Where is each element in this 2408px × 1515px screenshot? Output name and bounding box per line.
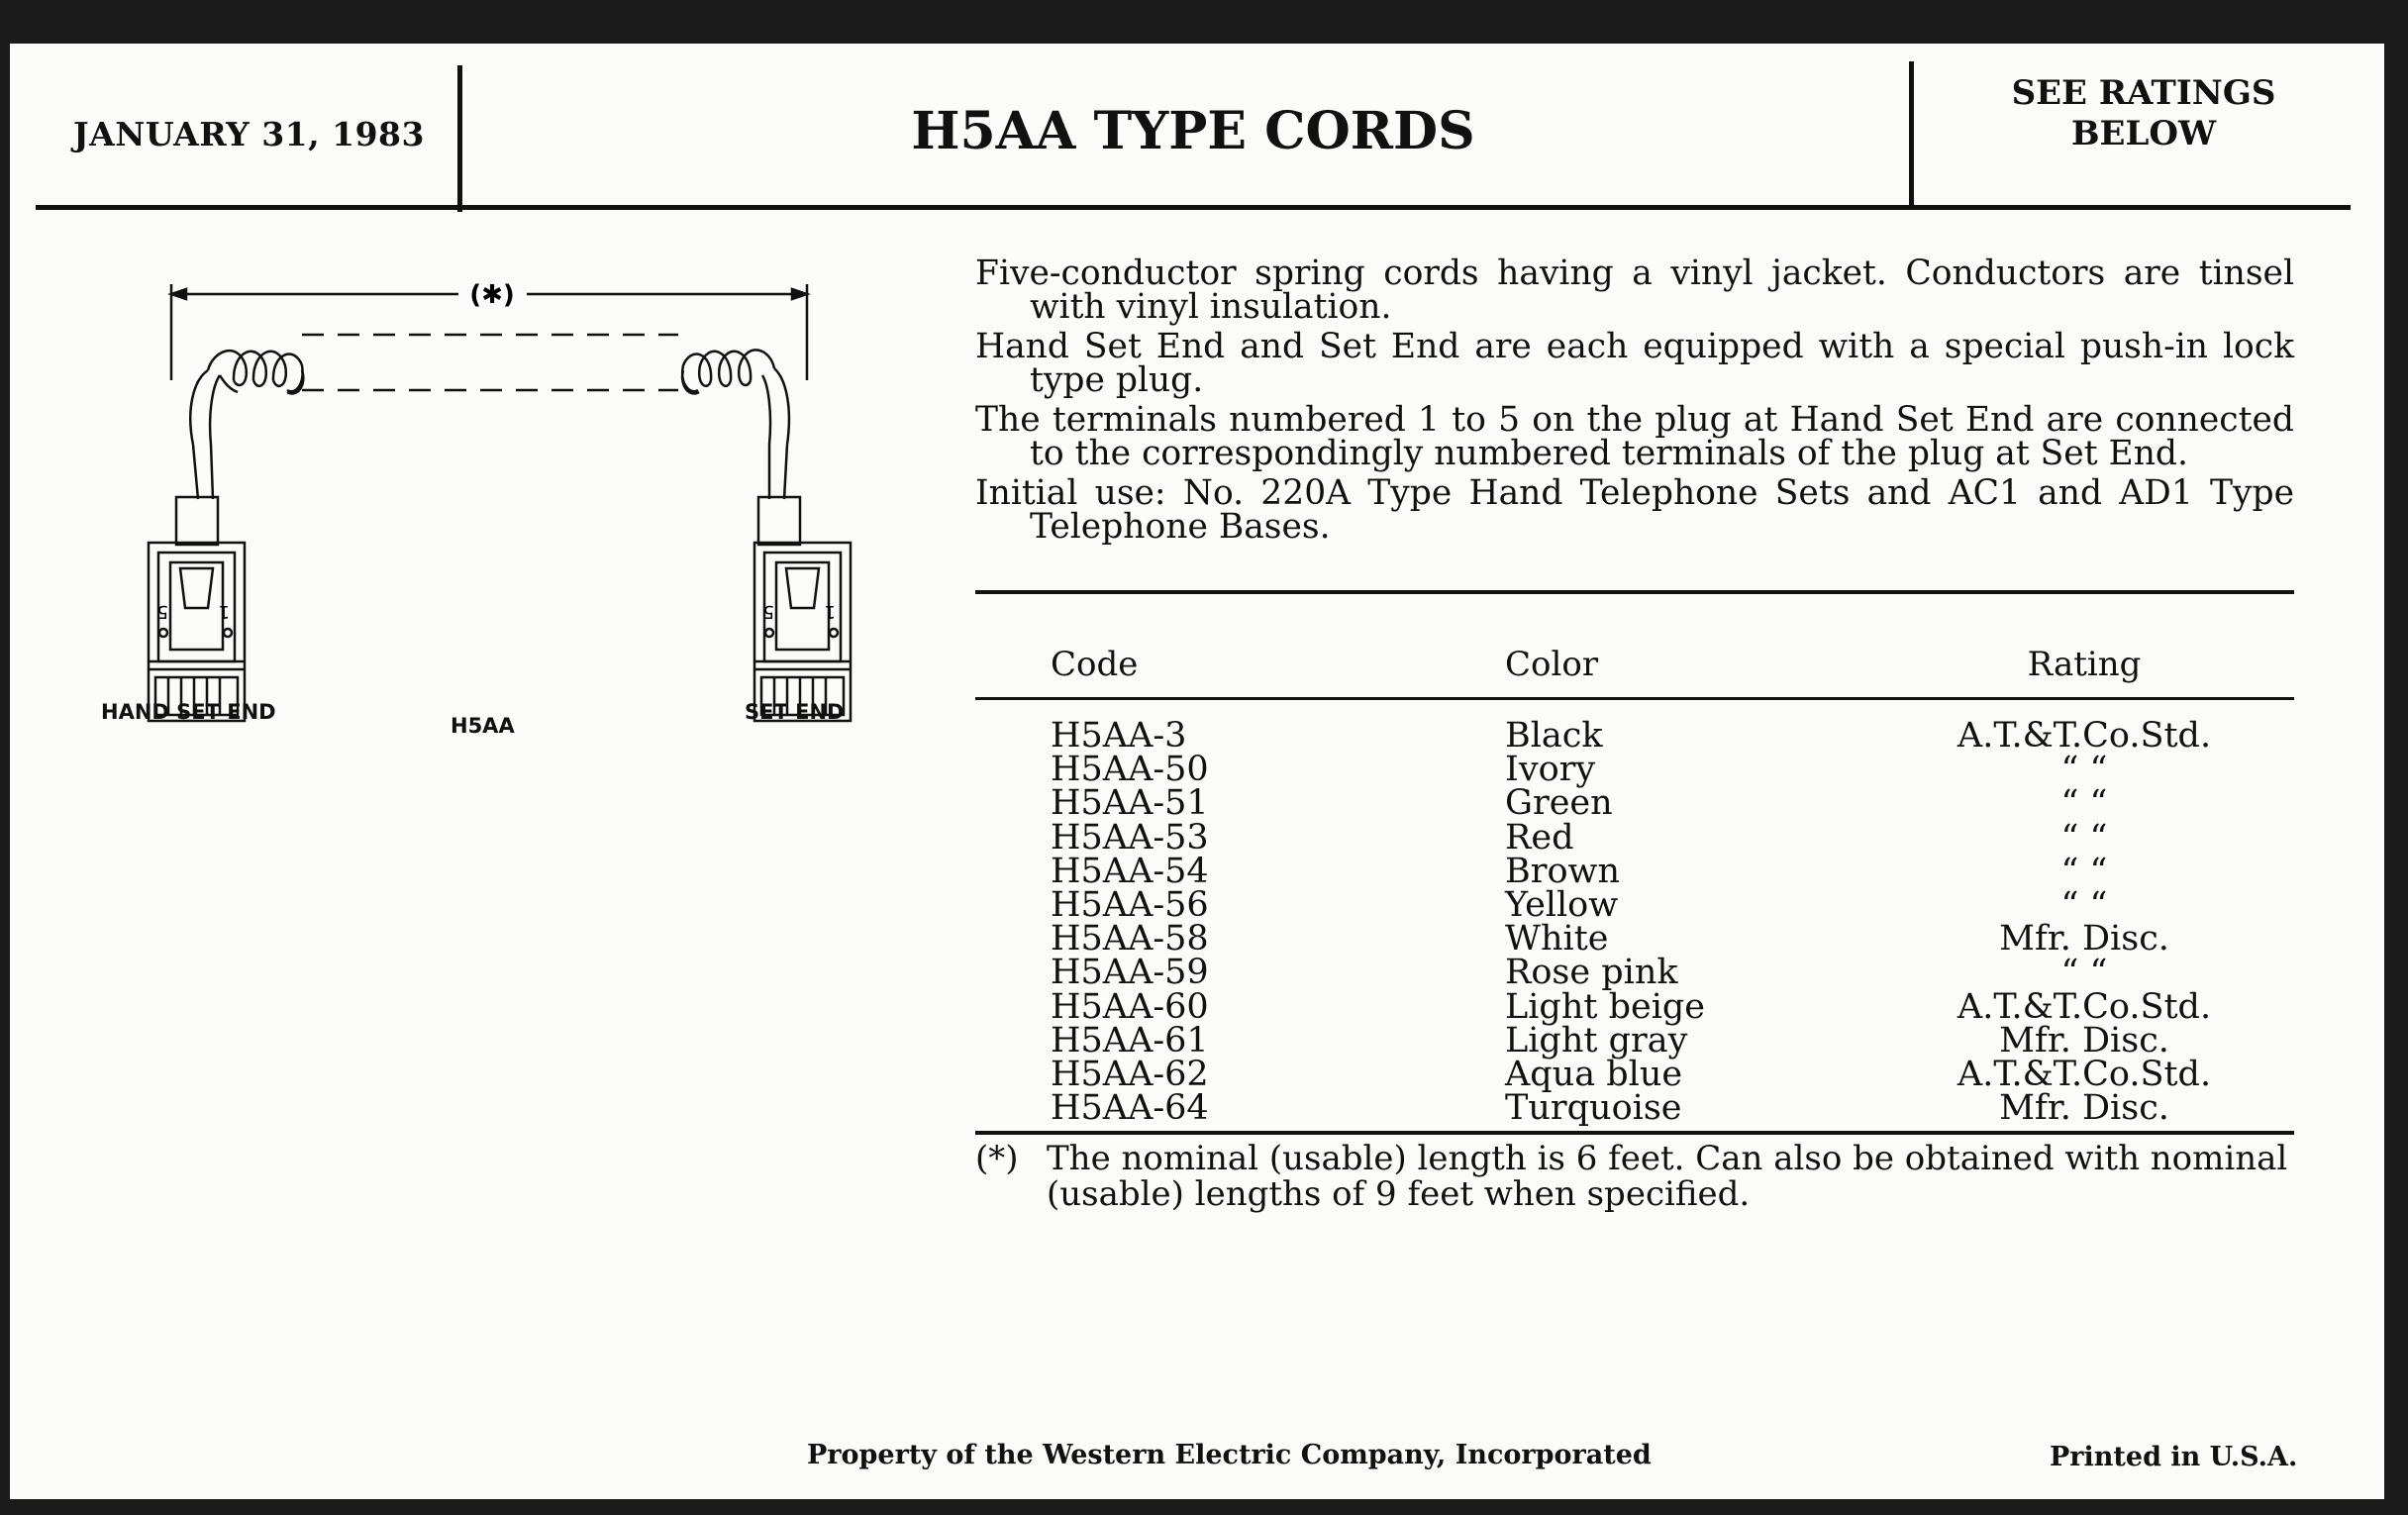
cell-rating: A.T.&T.Co.Std. bbox=[1956, 986, 2212, 1027]
cord-table bbox=[975, 590, 2294, 1145]
description-paragraph: Initial use: No. 220A Type Hand Telephone Sets and AC1 and AD1 Type Telephone Bases. bbox=[975, 473, 2294, 547]
cell-rating: “ “ bbox=[2060, 953, 2108, 993]
table-row bbox=[975, 986, 2294, 1027]
property-notice: Property of the Western Electric Company, Incorporated bbox=[807, 1440, 1652, 1470]
cell-color: Turquoise bbox=[1505, 1088, 1682, 1129]
table-row bbox=[975, 783, 2294, 824]
footnote-text: The nominal (usable) length is 6 feet. Can also be obtained with nominal (usable) lengths of 9 feet when specified. bbox=[1047, 1139, 2288, 1214]
table-row bbox=[975, 885, 2294, 925]
cell-code: H5AA-3 bbox=[1051, 716, 1187, 756]
cell-code: H5AA-60 bbox=[1051, 986, 1209, 1027]
cord-dashed-lines bbox=[302, 335, 678, 390]
cell-rating: Mfr. Disc. bbox=[1999, 1020, 2169, 1060]
column-header-code: Code bbox=[1051, 645, 1139, 684]
cord-type-label: H5AA bbox=[451, 714, 515, 738]
column-header-color: Color bbox=[1505, 645, 1599, 684]
cell-code: H5AA-54 bbox=[1051, 851, 1209, 891]
table-row bbox=[975, 919, 2294, 960]
description bbox=[975, 253, 2294, 551]
catalog-card bbox=[10, 44, 2384, 1499]
cell-rating: “ “ bbox=[2060, 783, 2108, 824]
left-plug-terminal-5: 5 bbox=[156, 601, 168, 622]
left-coil bbox=[190, 351, 303, 499]
table-row bbox=[975, 817, 2294, 858]
right-plug-terminal-1: 1 bbox=[824, 601, 836, 622]
cell-rating: Mfr. Disc. bbox=[1999, 919, 2169, 960]
page-title: H5AA TYPE CORDS bbox=[911, 101, 1475, 161]
footnote-marker: (*) bbox=[975, 1139, 1019, 1178]
cell-rating: “ “ bbox=[2060, 750, 2108, 790]
table-row bbox=[975, 1055, 2294, 1094]
right-plug-terminal-5: 5 bbox=[762, 601, 774, 622]
footnote bbox=[975, 1141, 2294, 1212]
ratings-note bbox=[1936, 73, 2352, 154]
cell-code: H5AA-62 bbox=[1051, 1055, 1209, 1094]
cell-color: Rose pink bbox=[1505, 953, 1678, 993]
cell-color: Red bbox=[1505, 817, 1574, 858]
ratings-note-line2: BELOW bbox=[2070, 114, 2217, 153]
right-coil bbox=[682, 350, 789, 499]
cell-rating: A.T.&T.Co.Std. bbox=[1956, 1055, 2212, 1094]
table-row bbox=[975, 953, 2294, 993]
cell-code: H5AA-51 bbox=[1051, 783, 1209, 824]
issue-date: JANUARY 31, 1983 bbox=[73, 115, 425, 153]
printed-in: Printed in U.S.A. bbox=[2050, 1442, 2298, 1472]
cell-code: H5AA-50 bbox=[1051, 750, 1209, 790]
cell-color: Green bbox=[1505, 783, 1613, 824]
table-row bbox=[975, 1088, 2294, 1129]
left-plug-terminal-1: 1 bbox=[218, 601, 230, 622]
cell-code: H5AA-58 bbox=[1051, 919, 1209, 960]
cell-rating: “ “ bbox=[2060, 885, 2108, 925]
table-bottom-rule bbox=[975, 1131, 2294, 1135]
cell-rating: “ “ bbox=[2060, 817, 2108, 858]
cell-code: H5AA-59 bbox=[1051, 953, 1209, 993]
cell-rating: A.T.&T.Co.Std. bbox=[1956, 716, 2212, 756]
cell-color: Yellow bbox=[1505, 885, 1619, 925]
cell-rating: “ “ bbox=[2060, 851, 2108, 891]
cell-rating: Mfr. Disc. bbox=[1999, 1088, 2169, 1129]
cell-color: Brown bbox=[1505, 851, 1621, 891]
ratings-note-line1: SEE RATINGS bbox=[2011, 73, 2276, 113]
hand-set-end-label: HAND SET END bbox=[101, 700, 276, 724]
length-marker: (✱) bbox=[469, 280, 515, 310]
table-row bbox=[975, 750, 2294, 790]
table-row bbox=[975, 1020, 2294, 1060]
cell-code: H5AA-53 bbox=[1051, 817, 1209, 858]
cell-color: Ivory bbox=[1505, 750, 1596, 790]
cell-color: Light gray bbox=[1505, 1020, 1688, 1060]
table-top-rule bbox=[975, 590, 2294, 594]
table-header-rule bbox=[975, 697, 2294, 700]
table-row bbox=[975, 716, 2294, 756]
description-paragraph: Five-conductor spring cords having a vinyl jacket. Conductors are tinsel with vinyl insulation. bbox=[975, 253, 2294, 327]
table-header bbox=[975, 645, 2294, 684]
cell-color: Aqua blue bbox=[1505, 1055, 1683, 1094]
column-header-rating: Rating bbox=[2027, 645, 2142, 684]
set-end-label: SET END bbox=[745, 700, 845, 724]
description-paragraph: Hand Set End and Set End are each equipped with a special push-in lock type plug. bbox=[975, 327, 2294, 400]
table-row bbox=[975, 851, 2294, 891]
cell-color: Light beige bbox=[1505, 986, 1706, 1027]
cell-color: White bbox=[1505, 919, 1609, 960]
cell-code: H5AA-56 bbox=[1051, 885, 1209, 925]
cell-color: Black bbox=[1505, 716, 1603, 756]
cell-code: H5AA-64 bbox=[1051, 1088, 1209, 1129]
header-divider-right bbox=[1909, 61, 1914, 208]
description-paragraph: The terminals numbered 1 to 5 on the plug at Hand Set End are connected to the correspondingly numbered terminals of the plug at Set End. bbox=[975, 400, 2294, 473]
cell-code: H5AA-61 bbox=[1051, 1020, 1209, 1060]
